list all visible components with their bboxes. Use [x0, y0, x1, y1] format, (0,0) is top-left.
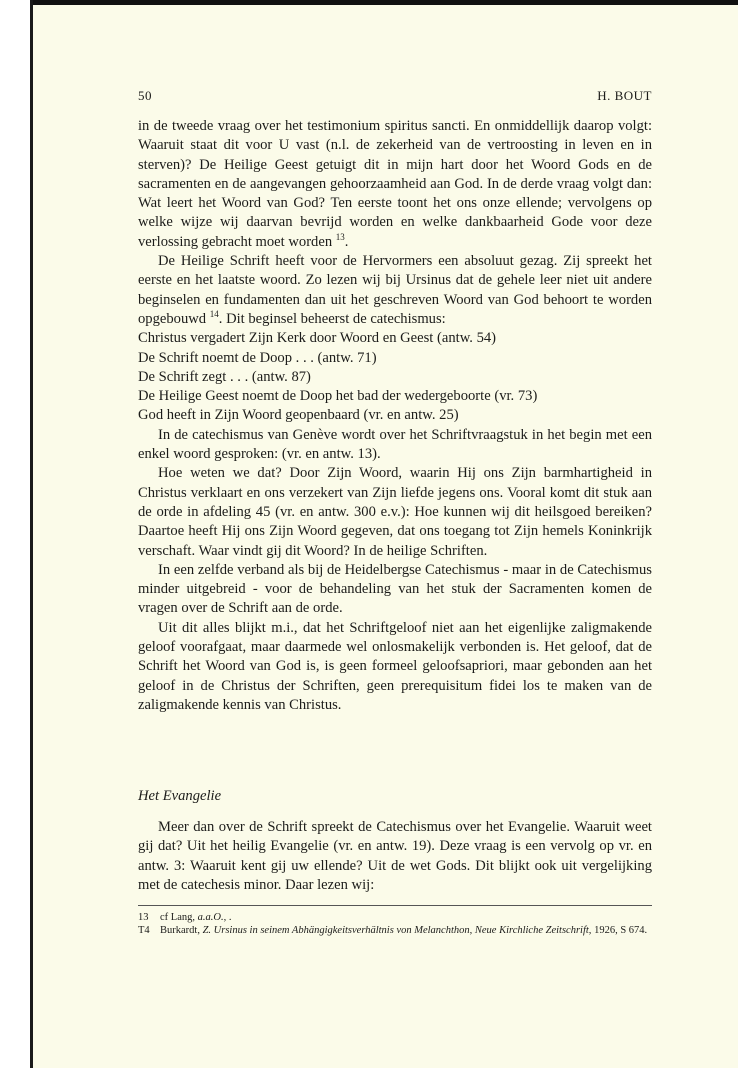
footnote-ref-13[interactable]: 13 — [335, 231, 345, 242]
paragraph-2: De Heilige Schrift heeft voor de Hervormers een absoluut gezag. Zij spreekt het eerste en het laatste woord. Zo lezen wij bij Ursinus dat de gehele leer niet uit andere beginselen en fundamenten dan uit het geschreven Woord van God behoort te worden opgebouwd $^{14}$. Dit beginsel beheerst de catechismus: — [138, 253, 652, 327]
footnote-13 — [138, 911, 652, 924]
section-body — [138, 818, 652, 895]
footnote-number: 13 — [138, 912, 149, 923]
footnote-14 — [138, 924, 652, 937]
list-item: Christus vergadert Zijn Kerk door Woord en Geest (antw. 54) — [138, 330, 497, 347]
section-heading: Het Evangelie — [138, 788, 222, 804]
footnote-text: Burkardt, Z. Ursinus in seinem Abhängigkeitsverhältnis von Melanchthon, Neue Kirchliche Zeitschrift, 1926, S 674. — [160, 925, 648, 936]
running-author: H. BOUT — [597, 88, 652, 103]
paragraph-1: in de tweede vraag over het testimonium spiritus sancti. En onmiddellijk daarop volgt: Waaruit staat dit voor U vast (n.l. de zekerheid van de vertroosting in leven en in sterven)? De Heilige Geest getuigt dit in mijn hart door het Woord Gods en de sacramenten en de aangevangen gehoorzaamheid aan God. In de derde vraag volgt dan: Wat leert het Woord van God? Ten eerste toont het ons onze ellende; vervolgens op welke wijze wij daarvan bevrijd worden en welke dankbaarheid Gode voor deze verlossing gebracht moet worden $^{13}$. — [138, 118, 652, 250]
page-number: 50 — [138, 88, 152, 103]
paragraph-6: Uit dit alles blijkt m.i., dat het Schriftgeloof niet aan het eigenlijke zaligmakende geloof voorafgaat, maar daarmede wel onlosmakelijk verbonden is. Het geloof, dat de Schrift het Woord van God is, is geen formeel geloofsapriori, maar gebonden aan het geloof in de Christus der Schriften, geen prerequisitum fidei los te maken van de zaligmakende kennis van Christus. — [138, 619, 652, 713]
list-item: God heeft in Zijn Woord geopenbaard (vr. en antw. 25) — [138, 407, 459, 424]
list-item: De Schrift zegt . . . (antw. 87) — [138, 368, 311, 385]
footnote-text: cf Lang, a.a.O., . — [160, 912, 232, 923]
paragraph-3: In de catechismus van Genève wordt over het Schriftvraagstuk in het begin met een enkel woord gesproken: (vr. en antw. 13). — [138, 426, 652, 463]
footnote-ref-14[interactable]: 14 — [209, 308, 219, 319]
paragraph-5: In een zelfde verband als bij de Heidelbergse Catechismus - maar in de Catechismus minder uitgebreid - voor de behandeling van het stuk der Sacramenten komen de vragen over de Schrift aan de orde. — [138, 561, 652, 617]
list-item: De Schrift noemt de Doop . . . (antw. 71) — [138, 349, 377, 366]
footnote-number: T4 — [138, 925, 150, 936]
list-item: De Heilige Geest noemt de Doop het bad der wedergeboorte (vr. 73) — [138, 388, 538, 405]
section-paragraph-1: Meer dan over de Schrift spreekt de Catechismus over het Evangelie. Waaruit weet gij dat? Uit het heilig Evangelie (vr. en antw. 19). Deze vraag is een vervolg op vr. en antw. 3: Waaruit kent gij uw ellende? Uit de wet Gods. Dit blijkt ook uit vergelijking met de catechesis minor. Daar lezen wij: — [138, 819, 652, 893]
footnotes — [138, 905, 652, 937]
body-text — [138, 117, 652, 715]
paragraph-4: Hoe weten we dat? Door Zijn Woord, waarin Hij ons Zijn barmhartigheid in Christus verklaart en ons verzekert van Zijn liefde jegens ons. Vooral komt dit stuk aan de orde in afdeling 45 (vr. en antw. 300 e.v.): Hoe kunnen wij dit heilsgoed bereiken? Daartoe heeft Hij ons Zijn Woord gegeven, dat ons toegang tot Zijn hemels Koninkrijk verschaft. Waar vindt gij dit Woord? In de heilige Schriften. — [138, 465, 652, 559]
